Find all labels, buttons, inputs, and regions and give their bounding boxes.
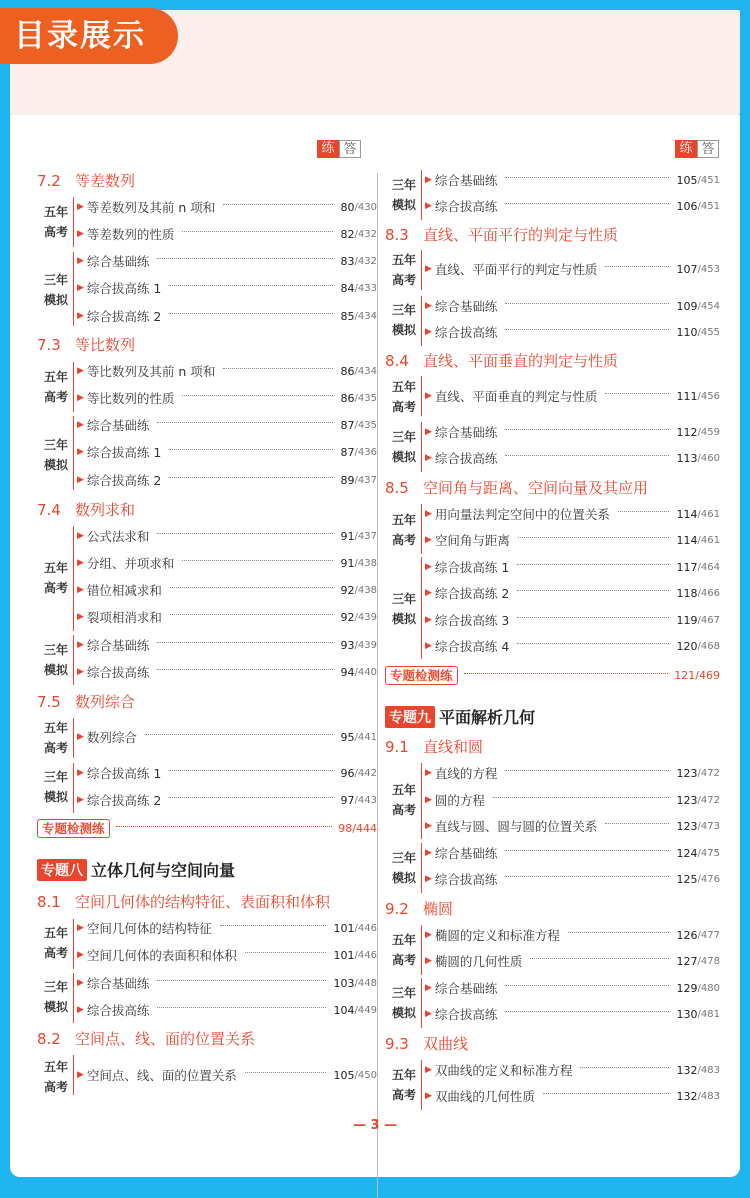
toc-entry[interactable]: ▶ 数列综合 95 /441 xyxy=(77,730,377,745)
legend-answer: 答 xyxy=(339,140,361,158)
toc-entry[interactable]: ▶ 直线、平面平行的判定与性质 107 /453 xyxy=(425,262,720,277)
group-label-sannianmoni: 三年 模拟 xyxy=(391,178,416,212)
toc-entry[interactable]: ▶ 双曲线的定义和标准方程 132 /483 xyxy=(425,1063,720,1078)
page-number: — 3 — xyxy=(352,1118,398,1133)
contents-sheet xyxy=(10,115,740,1177)
group-bar xyxy=(73,252,74,326)
page-title: 目录展示 xyxy=(0,8,178,64)
section-heading: 7.5 数列综合 xyxy=(37,693,136,711)
section-heading: 8.1 空间几何体的结构特征、表面积和体积 xyxy=(37,893,331,911)
group-label-sannianmoni: 三年 模拟 xyxy=(391,592,416,626)
group-label-wuniangaokao: 五年 高考 xyxy=(391,253,416,287)
toc-entry[interactable]: ▶ 综合拔高练 3 119 /467 xyxy=(425,613,720,628)
toc-entry[interactable]: ▶ 直线与圆、圆与圆的位置关系 123 /473 xyxy=(425,819,720,834)
toc-entry[interactable]: ▶ 等差数列及其前 n 项和 80 /430 xyxy=(77,200,377,215)
special-test-row[interactable]: 专题检测练 98/444 xyxy=(37,818,377,838)
group-label-wuniangaokao: 五年 高考 xyxy=(43,370,68,404)
group-label-sannianmoni: 三年 模拟 xyxy=(391,986,416,1020)
toc-entry[interactable]: ▶ 综合拔高练 110 /455 xyxy=(425,325,720,340)
group-label-wuniangaokao: 五年 高考 xyxy=(391,380,416,414)
toc-entry[interactable]: ▶ 综合基础练 87 /435 xyxy=(77,418,377,433)
group-bar xyxy=(73,718,74,758)
group-bar xyxy=(421,925,422,975)
toc-entry[interactable]: ▶ 双曲线的几何性质 132 /483 xyxy=(425,1089,720,1104)
special-test-row[interactable]: 专题检测练 121/469 xyxy=(385,665,720,685)
group-label-wuniangaokao: 五年 高考 xyxy=(391,783,416,817)
column-divider xyxy=(377,173,378,1198)
group-label-wuniangaokao: 五年 高考 xyxy=(391,1068,416,1102)
toc-entry[interactable]: ▶ 综合基础练 83 /432 xyxy=(77,254,377,269)
topic-heading: 专题九 平面解析几何 xyxy=(385,705,535,728)
legend-answer: 答 xyxy=(697,140,719,158)
toc-entry[interactable]: ▶ 直线、平面垂直的判定与性质 111 /456 xyxy=(425,389,720,404)
group-bar xyxy=(421,763,422,839)
group-label-wuniangaokao: 五年 高考 xyxy=(391,933,416,967)
toc-entry[interactable]: ▶ 椭圆的几何性质 127 /478 xyxy=(425,954,720,969)
topic-heading: 专题八 立体几何与空间向量 xyxy=(37,858,235,881)
toc-entry[interactable]: ▶ 空间几何体的结构特征 101 /446 xyxy=(77,921,377,936)
section-heading: 9.2 椭圆 xyxy=(385,900,454,918)
toc-entry[interactable]: ▶ 等比数列及其前 n 项和 86 /434 xyxy=(77,364,377,379)
toc-entry[interactable]: ▶ 综合基础练 124 /475 xyxy=(425,846,720,861)
section-heading: 7.2 等差数列 xyxy=(37,172,136,190)
group-bar xyxy=(421,504,422,554)
group-bar xyxy=(73,197,74,247)
toc-entry[interactable]: ▶ 直线的方程 123 /472 xyxy=(425,766,720,781)
toc-entry[interactable]: ▶ 公式法求和 91 /437 xyxy=(77,529,377,544)
group-label-sannianmoni: 三年 模拟 xyxy=(43,643,68,677)
toc-entry[interactable]: ▶ 分组、并项求和 91 /438 xyxy=(77,556,377,571)
section-heading: 8.4 直线、平面垂直的判定与性质 xyxy=(385,352,619,370)
group-label-sannianmoni: 三年 模拟 xyxy=(43,980,68,1014)
group-label-sannianmoni: 三年 模拟 xyxy=(391,303,416,337)
section-heading: 8.3 直线、平面平行的判定与性质 xyxy=(385,226,619,244)
toc-entry[interactable]: ▶ 综合拔高练 4 120 /468 xyxy=(425,639,720,654)
group-label-sannianmoni: 三年 模拟 xyxy=(391,430,416,464)
group-label-wuniangaokao: 五年 高考 xyxy=(43,205,68,239)
group-bar xyxy=(73,362,74,412)
group-bar xyxy=(73,635,74,685)
group-bar xyxy=(421,557,422,659)
toc-entry[interactable]: ▶ 综合拔高练 2 89 /437 xyxy=(77,473,377,488)
section-heading: 7.3 等比数列 xyxy=(37,336,136,354)
toc-entry[interactable]: ▶ 等差数列的性质 82 /432 xyxy=(77,227,377,242)
toc-entry[interactable]: ▶ 综合基础练 93 /439 xyxy=(77,638,377,653)
group-bar xyxy=(421,296,422,346)
legend-practice: 练 xyxy=(675,140,697,158)
toc-entry[interactable]: ▶ 综合拔高练 104 /449 xyxy=(77,1003,377,1018)
toc-entry[interactable]: ▶ 综合拔高练 130 /481 xyxy=(425,1007,720,1022)
group-label-wuniangaokao: 五年 高考 xyxy=(43,721,68,755)
group-bar xyxy=(421,1060,422,1110)
group-bar xyxy=(73,526,74,631)
toc-entry[interactable]: ▶ 综合拔高练 125 /476 xyxy=(425,872,720,887)
toc-entry[interactable]: ▶ 综合拔高练 94 /440 xyxy=(77,665,377,680)
group-label-sannianmoni: 三年 模拟 xyxy=(391,851,416,885)
toc-entry[interactable]: ▶ 用向量法判定空间中的位置关系 114 /461 xyxy=(425,507,720,522)
toc-entry[interactable]: ▶ 综合拔高练 2 118 /466 xyxy=(425,586,720,601)
legend-practice: 练 xyxy=(317,140,339,158)
group-bar xyxy=(73,1055,74,1095)
toc-entry[interactable]: ▶ 综合拔高练 1 84 /433 xyxy=(77,281,377,296)
toc-entry[interactable]: ▶ 综合基础练 129 /480 xyxy=(425,981,720,996)
group-label-wuniangaokao: 五年 高考 xyxy=(391,513,416,547)
toc-entry[interactable]: ▶ 综合拔高练 113 /460 xyxy=(425,451,720,466)
group-bar xyxy=(421,376,422,416)
group-bar xyxy=(73,973,74,1023)
group-bar xyxy=(421,843,422,893)
toc-entry[interactable]: ▶ 综合基础练 105 /451 xyxy=(425,173,720,188)
toc-entry[interactable]: ▶ 综合拔高练 106 /451 xyxy=(425,199,720,214)
group-label-sannianmoni: 三年 模拟 xyxy=(43,273,68,307)
group-bar xyxy=(73,763,74,813)
group-label-sannianmoni: 三年 模拟 xyxy=(43,438,68,472)
group-bar xyxy=(421,170,422,220)
legend xyxy=(317,140,361,158)
toc-entry[interactable]: ▶ 综合拔高练 2 97 /443 xyxy=(77,793,377,808)
legend xyxy=(675,140,719,158)
toc-entry[interactable]: ▶ 圆的方程 123 /472 xyxy=(425,793,720,808)
group-label-wuniangaokao: 五年 高考 xyxy=(43,1060,68,1094)
section-heading: 9.1 直线和圆 xyxy=(385,738,484,756)
group-bar xyxy=(73,919,74,969)
section-heading: 8.2 空间点、线、面的位置关系 xyxy=(37,1030,256,1048)
group-label-wuniangaokao: 五年 高考 xyxy=(43,926,68,960)
group-bar xyxy=(421,422,422,472)
toc-entry[interactable]: ▶ 等比数列的性质 86 /435 xyxy=(77,391,377,406)
toc-entry[interactable]: ▶ 裂项相消求和 92 /439 xyxy=(77,610,377,625)
toc-entry[interactable]: ▶ 综合拔高练 1 96 /442 xyxy=(77,766,377,781)
section-heading: 7.4 数列求和 xyxy=(37,501,136,519)
toc-entry[interactable]: ▶ 综合拔高练 1 87 /436 xyxy=(77,445,377,460)
group-bar xyxy=(421,978,422,1028)
toc-entry[interactable]: ▶ 错位相减求和 92 /438 xyxy=(77,583,377,598)
toc-entry[interactable]: ▶ 空间点、线、面的位置关系 105 /450 xyxy=(77,1068,377,1083)
section-heading: 8.5 空间角与距离、空间向量及其应用 xyxy=(385,479,649,497)
section-heading: 9.3 双曲线 xyxy=(385,1035,469,1053)
group-bar xyxy=(421,250,422,290)
toc-entry[interactable]: ▶ 综合拔高练 1 117 /464 xyxy=(425,560,720,575)
group-label-sannianmoni: 三年 模拟 xyxy=(43,770,68,804)
toc-entry[interactable]: ▶ 综合基础练 109 /454 xyxy=(425,299,720,314)
group-label-wuniangaokao: 五年 高考 xyxy=(43,561,68,595)
toc-entry[interactable]: ▶ 综合基础练 103 /448 xyxy=(77,976,377,991)
group-bar xyxy=(73,416,74,490)
toc-entry[interactable]: ▶ 综合基础练 112 /459 xyxy=(425,425,720,440)
toc-entry[interactable]: ▶ 椭圆的定义和标准方程 126 /477 xyxy=(425,928,720,943)
toc-entry[interactable]: ▶ 空间几何体的表面积和体积 101 /446 xyxy=(77,948,377,963)
toc-entry[interactable]: ▶ 综合拔高练 2 85 /434 xyxy=(77,309,377,324)
toc-entry[interactable]: ▶ 空间角与距离 114 /461 xyxy=(425,533,720,548)
